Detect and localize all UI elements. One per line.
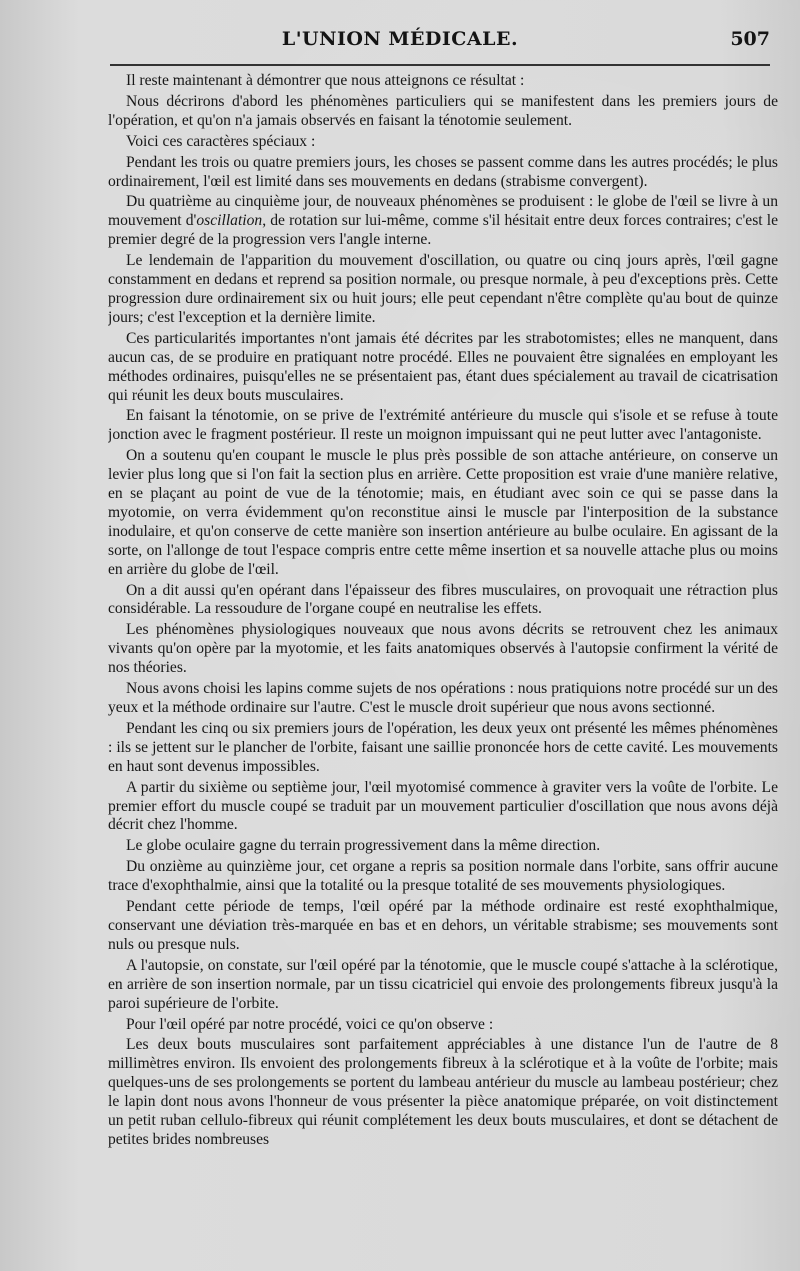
paragraph: Pendant les trois ou quatre premiers jours, les choses se passent comme dans les autres procédés; le plus ordinairement, l'œil est limité dans ses mouvements en dedans (strabisme convergent). <box>108 153 778 190</box>
page-number: 507 <box>730 28 770 50</box>
body-text <box>108 72 778 1262</box>
paragraph: Voici ces caractères spéciaux : <box>126 132 316 150</box>
paragraph: Du onzième au quinzième jour, cet organe a repris sa position normale dans l'orbite, sans offrir aucune trace d'exophthalmie, ainsi que la totalité ou la presque totalité de ses mouvements physiologiques. <box>108 858 778 895</box>
paragraph: Le globe oculaire gagne du terrain progressivement dans la même direction. <box>126 837 601 855</box>
paragraph: On a dit aussi qu'en opérant dans l'épaisseur des fibres musculaires, on provoquait une rétraction plus considérable. La ressoudure de l'organe coupé en neutralise les effets. <box>108 581 778 618</box>
header-rule <box>110 64 770 66</box>
paragraph: A l'autopsie, on constate, sur l'œil opéré par la ténotomie, que le muscle coupé s'attache à la sclérotique, en arrière de son insertion normale, par un tissu cicatriciel qui envoie des prolongements fibreux jusqu'à la paroi supérieure de l'orbite. <box>108 956 778 1012</box>
italic-word: oscillation <box>196 212 263 230</box>
paragraph: Nous avons choisi les lapins comme sujets de nos opérations : nous pratiquions notre procédé sur un des yeux et la méthode ordinaire sur l'autre. C'est le muscle droit supérieur que nous avons sectionné. <box>108 680 778 716</box>
paragraph: Pendant les cinq ou six premiers jours de l'opération, les deux yeux ont présenté les mêmes phénomènes : ils se jettent sur le plancher de l'orbite, faisant une saillie prononcée hors de cette cavité. Les mouvements en haut sont devenus impossibles. <box>108 719 778 775</box>
paragraph: A partir du sixième ou septième jour, l'œil myotomisé commence à graviter vers la voûte de l'orbite. Le premier effort du muscle coupé se traduit par un mouvement particulier d'oscillation que nous avons déjà décrit chez l'homme. <box>108 778 778 834</box>
paragraph: Le lendemain de l'apparition du mouvement d'oscillation, ou quatre ou cinq jours après, l'œil gagne constamment en dedans et reprend sa position normale, ou presque normale, à peu d'exceptions près. Cette progression dure ordinairement six ou huit jours; elle peut cependant n'être complète qu'au bout de quinze jours; c'est l'exception et la dernière limite. <box>108 252 778 326</box>
paragraph: Ces particularités importantes n'ont jamais été décrites par les strabotomistes; elles ne manquent, dans aucun cas, de se produire en pratiquant notre procédé. Elles ne pouvaient être signalées en employant les méthodes ordinaires, puisqu'elles ne se présentaient pas, étant dues spécialement au travail de cicatrisation qui réunit les deux bouts musculaires. <box>108 329 778 404</box>
paragraph: Pendant cette période de temps, l'œil opéré par la méthode ordinaire est resté exophthalmique, conservant une déviation très-marquée en bas et en dehors, un véritable strabisme; ses mouvements sont nuls ou presque nuls. <box>108 898 778 953</box>
paragraph: En faisant la ténotomie, on se prive de l'extrémité antérieure du muscle qui s'isole et se refuse à toute jonction avec le fragment postérieur. Il reste un moignon impuissant qui ne peut lutter avec l'antagoniste. <box>108 407 778 444</box>
paragraph: Les deux bouts musculaires sont parfaitement appréciables à une distance l'un de l'autre de 8 millimètres environ. Ils envoient des prolongements fibreux à la sclérotique et à la voûte de l'orbite; mais quelques-uns de ses prolongements se portent du lambeau antérieur du muscle au lambeau postérieur; chez le lapin dont nous avons l'honneur de vous présenter la pièce anatomique préparée, on voit distinctement un petit ruban cellulo-fibreux qui réunit complétement les deux bouts musculaires, et dont se détachent de petites brides nombreuses <box>108 1036 778 1148</box>
paragraph: On a soutenu qu'en coupant le muscle le plus près possible de son attache antérieure, on conserve un levier plus long que si l'on fait la section plus en arrière. Cette proposition est vraie d'une manière relative, en se plaçant au point de vue de la ténotomie; mais, en étudiant avec soin ce qui se passe dans la myotomie, on verra évidemment qu'on reconstitue ainsi le muscle par l'interposition de la substance inodulaire, et qu'on conserve de cette manière son insertion antérieure au bulbe oculaire. En agissant de la sorte, on l'allonge de tout l'espace compris entre cette même insertion et sa nouvelle attache plus ou moins en arrière du globe de l'œil. <box>108 447 778 578</box>
paragraph: Les phénomènes physiologiques nouveaux que nous avons décrits se retrouvent chez les animaux vivants qu'on opère par la myotomie, et les faits anatomiques observés à l'autopsie confirment la vérité de nos théories. <box>108 621 778 677</box>
paragraph: Pour l'œil opéré par notre procédé, voici ce qu'on observe : <box>126 1015 494 1033</box>
paragraph: Nous décrirons d'abord les phénomènes particuliers qui se manifestent dans les premiers jours de l'opération, et qu'on n'a jamais observés en faisant la ténotomie seulement. <box>108 92 778 129</box>
paragraph: Il reste maintenant à démontrer que nous atteignons ce résultat : <box>126 72 525 89</box>
page-header <box>0 28 800 62</box>
running-title: L'UNION MÉDICALE. <box>281 28 519 50</box>
paragraph: Du quatrième au cinquième jour, de nouveaux phénomènes se produisent : le globe de l'œil se livre à un mouvement d'oscillation, de rotation sur lui-même, comme s'il hésitait entre deux forces contraires; c'est le premier degré de la progression vers l'angle interne. <box>108 193 778 249</box>
